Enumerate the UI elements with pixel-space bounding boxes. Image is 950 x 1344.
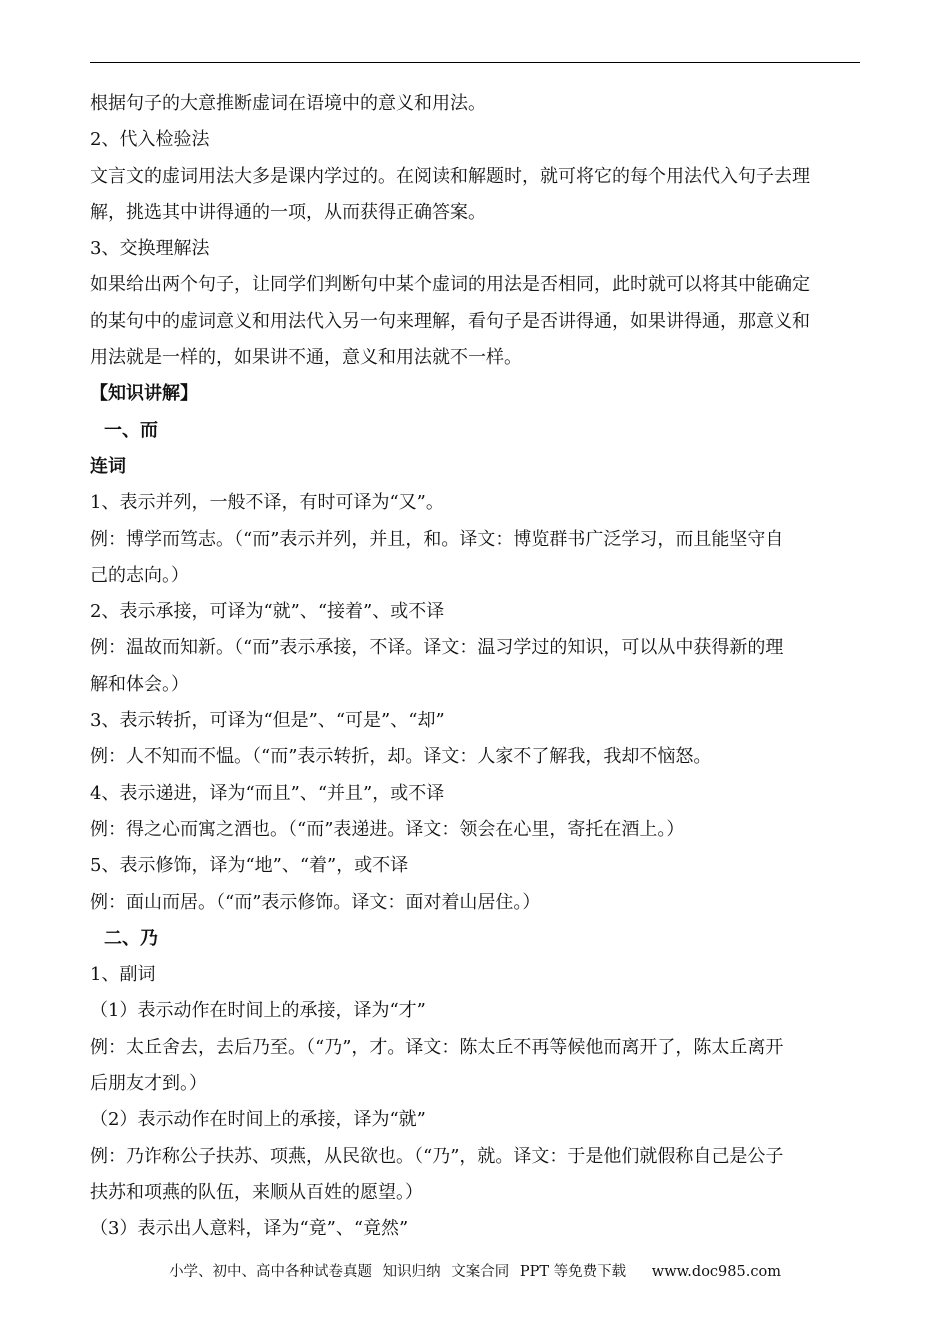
text-line: 后朋友才到。） [90, 1073, 207, 1095]
page-footer [0, 1262, 950, 1282]
footer-text-knowledge: 知识归纳 [382, 1264, 441, 1280]
footer-text-contracts: 文案合同 [451, 1264, 510, 1280]
text-line: 例：人不知而不愠。（“而”表示转折，却。译文：人家不了解我，我却不恼怒。 [90, 746, 712, 768]
text-line: 例：得之心而寓之酒也。（“而”表递进。译文：领会在心里，寄托在酒上。） [90, 818, 685, 840]
text-line: 扶苏和项燕的队伍，来顺从百姓的愿望。） [90, 1181, 423, 1203]
text-line: 1、副词 [90, 964, 156, 986]
text-line: 3、交换理解法 [90, 238, 210, 260]
text-line: 用法就是一样的，如果讲不通，意义和用法就不一样。 [90, 347, 522, 369]
text-line: 文言文的虚词用法大多是课内学过的。在阅读和解题时，就可将它的每个用法代入句子去理 [90, 165, 810, 187]
text-line: 解和体会。） [90, 673, 189, 695]
text-line: （3）表示出人意料，译为“竟”、“竟然” [90, 1218, 409, 1240]
section-heading: 【知识讲解】 [90, 383, 198, 405]
document-body [90, 86, 860, 1248]
text-line: 根据句子的大意推断虚词在语境中的意义和用法。 [90, 93, 486, 114]
text-line: 的某句中的虚词意义和用法代入另一句来理解，看句子是否讲得通，如果讲得通，那意义和 [90, 310, 810, 332]
text-line: 例：面山而居。（“而”表示修饰。译文：面对着山居住。） [90, 891, 541, 913]
section-heading: 二、乃 [104, 927, 158, 949]
section-heading: 连词 [90, 455, 126, 477]
text-line: （2）表示动作在时间上的承接，译为“就” [90, 1109, 426, 1131]
footer-text-exams: 小学、初中、高中各种试卷真题 [169, 1264, 373, 1280]
text-line: 如果给出两个句子，让同学们判断句中某个虚词的用法是否相同，此时就可以将其中能确定 [90, 274, 810, 296]
footer-url-link[interactable]: www.doc985.com [651, 1264, 781, 1280]
text-line: 5、表示修饰，译为“地”、“着”，或不译 [90, 855, 409, 877]
text-line: 3、表示转折，可译为“但是”、“可是”、“却” [90, 710, 445, 732]
header-rule [90, 62, 860, 63]
text-line: （1）表示动作在时间上的承接，译为“才” [90, 1000, 426, 1022]
text-line: 2、表示承接，可译为“就”、“接着”、或不译 [90, 601, 445, 623]
text-line: 例：温故而知新。（“而”表示承接，不译。译文：温习学过的知识，可以从中获得新的理 [90, 637, 784, 659]
section-heading: 一、而 [104, 419, 158, 441]
text-line: 例：太丘舍去，去后乃至。（“乃”，才。译文：陈太丘不再等候他而离开了，陈太丘离开 [90, 1036, 784, 1058]
text-line: 例：博学而笃志。（“而”表示并列，并且，和。译文：博览群书广泛学习，而且能坚守自 [90, 528, 784, 550]
text-line: 例：乃诈称公子扶苏、项燕，从民欲也。（“乃”，就。译文：于是他们就假称自己是公子 [90, 1145, 784, 1167]
text-line: 2、代入检验法 [90, 129, 210, 151]
text-line: 1、表示并列，一般不译，有时可译为“又”。 [90, 492, 444, 514]
text-line: 4、表示递进，译为“而且”、“并且”，或不译 [90, 782, 445, 804]
text-line: 己的志向。） [90, 564, 189, 586]
text-line: 解，挑选其中讲得通的一项，从而获得正确答案。 [90, 201, 486, 223]
footer-text-ppt: PPT 等免费下载 [519, 1264, 627, 1280]
